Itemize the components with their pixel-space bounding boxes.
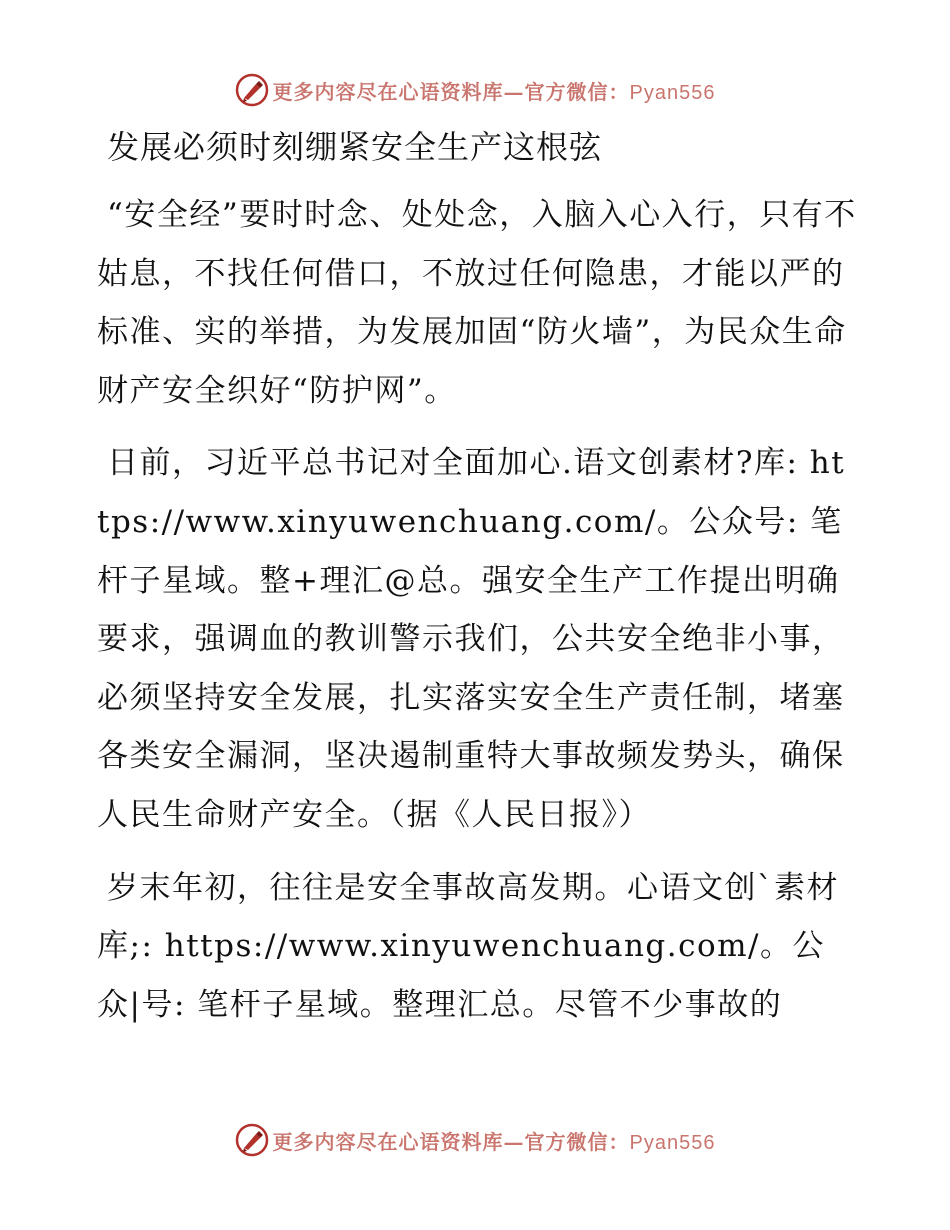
paragraph-2: 日前，习近平总书记对全面加心.语文创素材?库: https://www.xinyuwenchuang.com/。公众号: 笔杆子星域。整+理汇@总。强安全生产工作提出明确要求，强调血的教训警示我们，公共安全绝非小事，必须坚持安全发展，扎实落实安全生产责任制，堵塞各类安全漏洞，坚决遏制重特大事故频发势头，确保人民生命财产安全。（据《人民日报》） — [97, 445, 846, 833]
paragraph-1: “安全经”要时时念、处处念，入脑入心入行，只有不姑息，不找任何借口，不放过任何隐患，才能以严的标准、实的举措，为发展加固“防火墙”，为民众生命财产安全织好“防护网”。 — [97, 197, 857, 409]
document-body — [97, 122, 857, 1048]
wechat-handle: Pyan556 — [629, 81, 716, 104]
document-title: 发展必须时刻绷紧安全生产这根弦 — [107, 128, 603, 166]
wechat-handle: Pyan556 — [629, 1131, 716, 1154]
red-pen-seal-icon — [235, 1123, 269, 1157]
header-watermark-banner — [0, 70, 950, 110]
banner-text: 更多内容尽在心语资料库—官方微信：Pyan556 — [272, 79, 716, 104]
banner-text: 更多内容尽在心语资料库—官方微信：Pyan556 — [272, 1129, 716, 1154]
footer-watermark-banner — [0, 1120, 950, 1160]
paragraph-3: 岁末年初，往往是安全事故高发期。心语文创`素材库;: https://www.xinyuwenchuang.com/。公众|号: 笔杆子星域。整理汇总。尽管不少事故的 — [97, 869, 839, 1023]
red-pen-seal-icon — [235, 73, 269, 107]
